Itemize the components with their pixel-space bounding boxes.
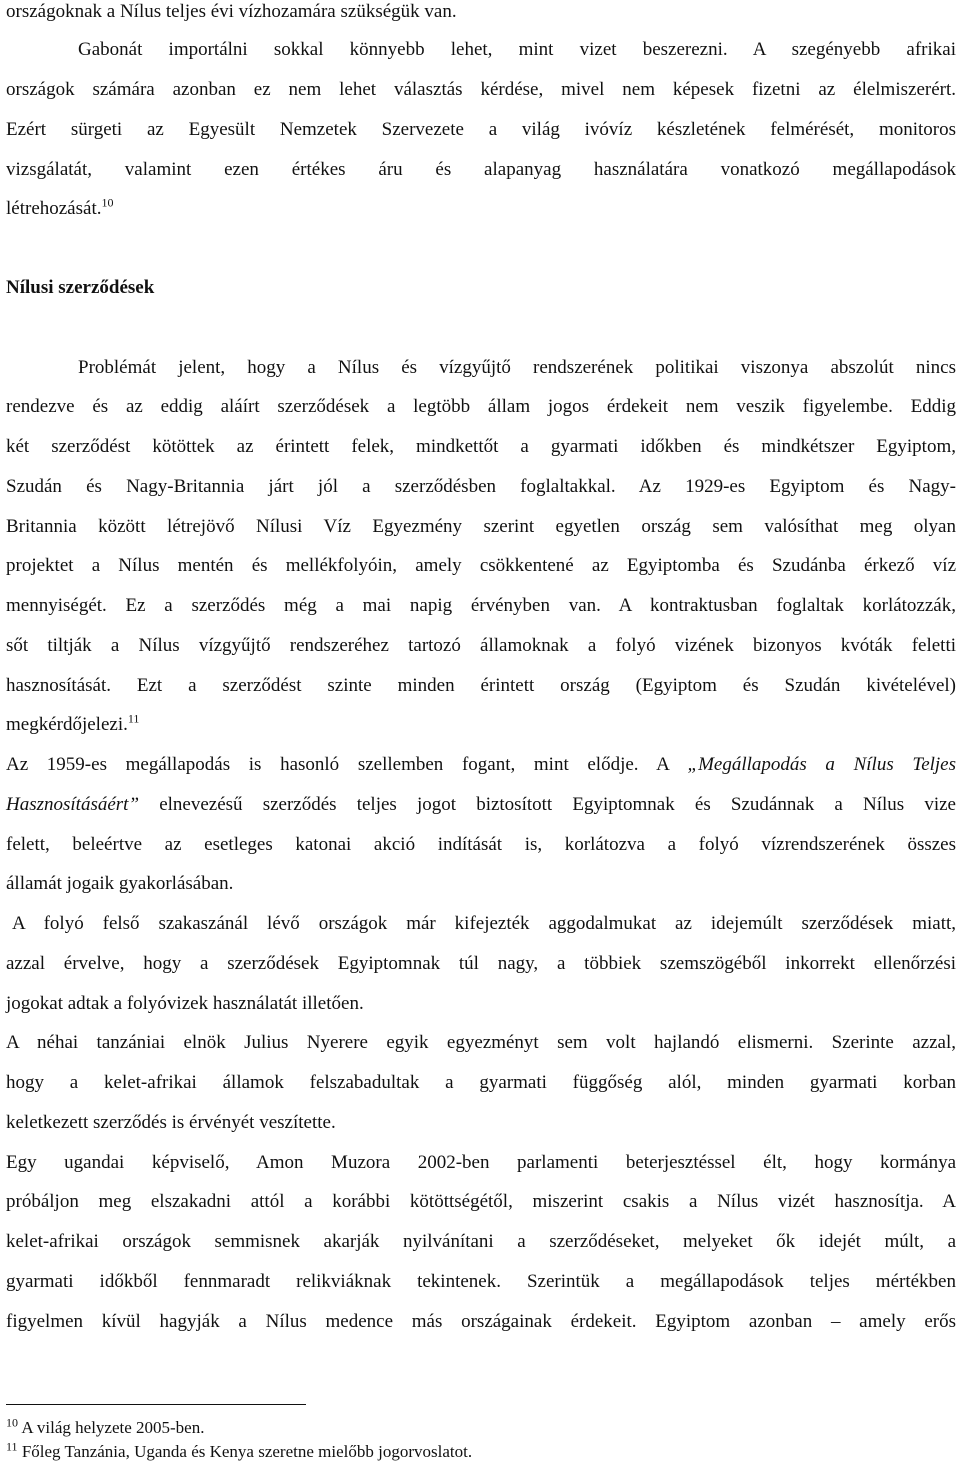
italic-title: Hasznosításáért” bbox=[6, 794, 140, 815]
text-line: országoknak a Nílus teljes évi vízhozamára szükségük van. bbox=[6, 1, 457, 22]
footnote-number: 10 bbox=[6, 1415, 18, 1430]
text-line: felett, beleértve az esetleges katonai akció indítását is, korlátozva a folyó vízrendszerének összes bbox=[6, 834, 956, 855]
text-line: Britannia között létrejövő Nílusi Víz Egyezmény szerint egyetlen ország sem valósíthat meg olyan bbox=[6, 516, 956, 537]
footnote-separator bbox=[6, 1404, 306, 1405]
text-line: hogy a kelet-afrikai államok felszabadultak a gyarmati függőség alól, minden gyarmati korban bbox=[6, 1072, 956, 1093]
footnote: $^{11}$ Főleg Tanzánia, Uganda és Kenya szeretne mielőbb jogorvoslatot. bbox=[6, 1439, 473, 1461]
text-line: A folyó felső szakaszánál lévő országok már kifejezték aggodalmukat az idejemúlt szerződések miatt, bbox=[12, 913, 956, 934]
text-line: megkérdőjelezi.$^{11}$ bbox=[6, 711, 140, 735]
text-line: próbáljon meg elszakadni attól a korábbi kötöttségétől, miszerint csakis a Nílus vizét hasznosítja. A bbox=[6, 1191, 956, 1212]
text-line: jogokat adtak a folyóvizek használatát illetően. bbox=[6, 993, 364, 1014]
text-line: gyarmati időkből fennmaradt relikviáknak tekintenek. Szerintük a megállapodások teljes mértékben bbox=[6, 1271, 956, 1292]
footnote: $^{10}$ A világ helyzete 2005-ben. bbox=[6, 1415, 205, 1437]
footnote-ref: 11 bbox=[127, 711, 140, 726]
footnote-number: 11 bbox=[6, 1439, 18, 1454]
section-heading: Nílusi szerződések bbox=[6, 277, 155, 298]
text-line: azzal érvelve, hogy a szerződések Egyiptomnak túl nagy, a többiek szemszögéből inkorrekt ellenőrzési bbox=[6, 953, 956, 974]
text-line: Az 1959-es megállapodás is hasonló szellemben fogant, mint elődje. A „Megállapodás a Nílus Teljes bbox=[6, 754, 957, 775]
text-line: hasznosítását. Ezt a szerződést szinte minden érintett ország (Egyiptom és Szudán kivételével) bbox=[6, 675, 956, 696]
text-line: országok számára azonban ez nem lehet választás kérdése, mivel nem képesek fizetni az élelmiszerért. bbox=[6, 79, 956, 100]
text-line: két szerződést kötöttek az érintett felek, mindkettőt a gyarmati időkben és mindkétszer Egyiptom, bbox=[6, 436, 956, 457]
text-line: Hasznosításáért” elnevezésű szerződés teljes jogot biztosított Egyiptomnak és Szudánnak a Nílus vize bbox=[6, 794, 956, 815]
footnote-ref: 10 bbox=[101, 195, 114, 210]
text-line: Egy ugandai képviselő, Amon Muzora 2002-ben parlamenti beterjesztéssel élt, hogy kormánya bbox=[6, 1152, 956, 1173]
text-line: létrehozását.$^{10}$ bbox=[6, 195, 114, 219]
italic-title: „Megállapodás a Nílus Teljes bbox=[687, 754, 957, 775]
text-line: keletkezett szerződés is érvényét veszítette. bbox=[6, 1112, 336, 1133]
text-line: kelet-afrikai országok semmisnek akarják nyilvánítani a szerződéseket, melyeket ők idejét múlt, a bbox=[6, 1231, 956, 1252]
text-line: Ezért sürgeti az Egyesült Nemzetek Szervezete a világ ivóvíz készletének felmérését, monitoros bbox=[6, 119, 956, 140]
text-line: Gabonát importálni sokkal könnyebb lehet, mint vizet beszerezni. A szegényebb afrikai bbox=[78, 39, 956, 60]
text-line: Problémát jelent, hogy a Nílus és vízgyűjtő rendszerének politikai viszonya abszolút nincs bbox=[78, 357, 956, 378]
text-line: vizsgálatát, valamint ezen értékes áru és alapanyag használatára vonatkozó megállapodások bbox=[6, 159, 956, 180]
text-line: rendezve és az eddig aláírt szerződések a legtöbb állam jogos érdekeit nem veszik figyelembe. Eddig bbox=[6, 396, 956, 417]
text-line: projektet a Nílus mentén és mellékfolyóin, amely csökkentené az Egyiptomba és Szudánba érkező víz bbox=[6, 555, 956, 576]
text-line: Szudán és Nagy-Britannia járt jól a szerződésben foglaltakkal. Az 1929-es Egyiptom és Nagy- bbox=[6, 476, 956, 497]
text-line: sőt tiltják a Nílus vízgyűjtő rendszeréhez tartozó államoknak a folyó vizének bizonyos kvóták feletti bbox=[6, 635, 956, 656]
text-line: figyelmen kívül hagyják a Nílus medence más országainak érdekeit. Egyiptom azonban – amely erős bbox=[6, 1311, 956, 1332]
text-line: államát jogaik gyakorlásában. bbox=[6, 873, 234, 894]
text-line: A néhai tanzániai elnök Julius Nyerere egyik egyezményt sem volt hajlandó elismerni. Szerinte azzal, bbox=[6, 1032, 956, 1053]
text-line: mennyiségét. Ez a szerződés még a mai napig érvényben van. A kontraktusban foglaltak korlátozzák, bbox=[6, 595, 956, 616]
